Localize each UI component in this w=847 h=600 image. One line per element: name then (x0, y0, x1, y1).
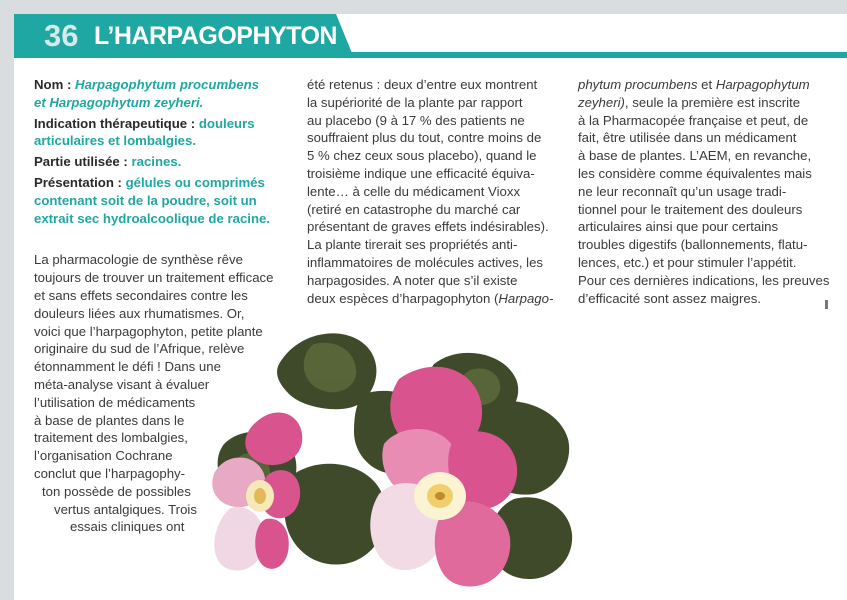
col2-line: 5 % chez ceux sous placebo), quand le (307, 148, 537, 164)
col2-line: (retiré en catastrophe du marché car (307, 201, 521, 217)
flower-photo-icon (184, 324, 574, 600)
fact-nom-value-2: et Harpagophytum zeyheri. (34, 94, 204, 110)
fact-presentation-value-1: gélules ou comprimés (125, 174, 265, 190)
col2-italic-text: Harpago- (498, 290, 554, 306)
col1-line: et sans effets secondaires contre les (34, 287, 248, 303)
col3-line: à base de plantes. L’AEM, en revanche, (578, 148, 812, 164)
col3-line: articulaires ainsi que pour certains (578, 219, 779, 235)
col3-line: d’efficacité sont assez maigres. (578, 290, 762, 306)
magazine-page (14, 14, 847, 600)
column-2 (307, 76, 559, 307)
col2-line: la supériorité de la plante par rapport (307, 94, 523, 110)
col3-line: troubles digestifs (ballonnements, flatu- (578, 237, 808, 253)
header-rule (344, 52, 847, 58)
col2-line: La plante tirerait ses propriétés anti- (307, 237, 518, 253)
col1-line: méta-analyse visant à évaluer (34, 376, 210, 392)
col2-line: lente… à celle du médicament Vioxx (307, 183, 521, 199)
fact-nom (34, 76, 284, 112)
col3-text: , seule la première est inscrite (624, 94, 801, 110)
col2-line: présentant de graves effets indésirables). (307, 219, 549, 235)
col2-line: harpagosides. A noter que s’il existe (307, 272, 518, 288)
fact-partie-value: racines. (131, 154, 182, 170)
fact-indication-value-2: articulaires et lombalgies. (34, 133, 196, 149)
end-marker (825, 300, 828, 309)
col1-line: voici que l’harpagophyton, petite plante (34, 323, 263, 339)
fact-indication (34, 115, 284, 151)
col3-line (578, 94, 828, 112)
col3-line: les considère comme équivalentes mais (578, 165, 812, 181)
fact-presentation (34, 174, 284, 227)
item-number: 36 (44, 18, 79, 53)
col3-italic-text: phytum procumbens (578, 77, 698, 92)
col1-line: conclut que l’harpagophy- (34, 465, 186, 481)
column-3 (578, 76, 828, 307)
fact-presentation-value-2: contenant soit de la poudre, soit un (34, 192, 257, 208)
col2-line (307, 290, 559, 308)
fact-nom-label: Nom : (34, 77, 72, 92)
col3-line: fait, être utilisée dans un médicament (578, 130, 797, 146)
col1-line: toujours de trouver un traitement efficace (34, 270, 274, 286)
col3-line (578, 76, 828, 94)
col1-line: à base de plantes dans le (34, 412, 185, 428)
col2-line: été retenus : deux d’entre eux montrent (307, 77, 538, 92)
col1-line: étonnamment le défi ! Dans une (34, 359, 221, 375)
col1-line: originaire du sud de l’Afrique, relève (34, 341, 245, 357)
col1-line: l’organisation Cochrane (34, 448, 173, 464)
col2-line: souffraient plus du tout, contre moins de (307, 130, 542, 146)
col2-line: au placebo (9 à 17 % des patients ne (307, 112, 525, 128)
col1-line: douleurs liées aux rhumatismes. Or, (34, 305, 245, 321)
fact-nom-value-1: Harpagophytum procumbens (75, 77, 259, 92)
fact-presentation-label: Présentation : (34, 174, 122, 190)
col3-italic-text: Harpagophytum (715, 77, 810, 92)
col1-line: vertus antalgiques. Trois (54, 501, 197, 517)
fact-indication-label: Indication thérapeutique : (34, 115, 196, 131)
col2-line: inflammatoires de molécules actives, les (307, 254, 544, 270)
col1-line: ton possède de possibles (42, 483, 191, 499)
col3-line: à la Pharmacopée française et peut, de (578, 112, 809, 128)
col1-line: essais cliniques ont (70, 519, 185, 535)
col3-italic-text: zeyheri) (578, 94, 625, 110)
col1-line: La pharmacologie de synthèse rêve (34, 252, 243, 268)
col1-line: l’utilisation de médicaments (34, 394, 196, 410)
fact-presentation-value-3: extrait sec hydroalcoolique de racine. (34, 210, 270, 226)
col3-line: Pour ces dernières indications, les preuves (578, 272, 830, 288)
col2-text: deux espèces d’harpagophyton ( (307, 290, 499, 306)
col3-line: tionnel pour le traitement des douleurs (578, 201, 803, 217)
col3-line: ne leur reconnaît qu’un usage tradi- (578, 183, 787, 199)
fact-partie (34, 153, 284, 171)
col3-text: et (697, 77, 716, 92)
col2-line: troisième indique une efficacité équiva- (307, 165, 535, 181)
flower-illustration (184, 324, 574, 600)
col1-line: traitement des lombalgies, (34, 430, 188, 446)
col3-line: lences, etc.) et pour stimuler l’appétit. (578, 254, 797, 270)
fact-partie-label: Partie utilisée : (34, 154, 128, 170)
page-title: L’HARPAGOPHYTON ? (94, 22, 359, 50)
fact-indication-value-1: douleurs (198, 115, 255, 131)
